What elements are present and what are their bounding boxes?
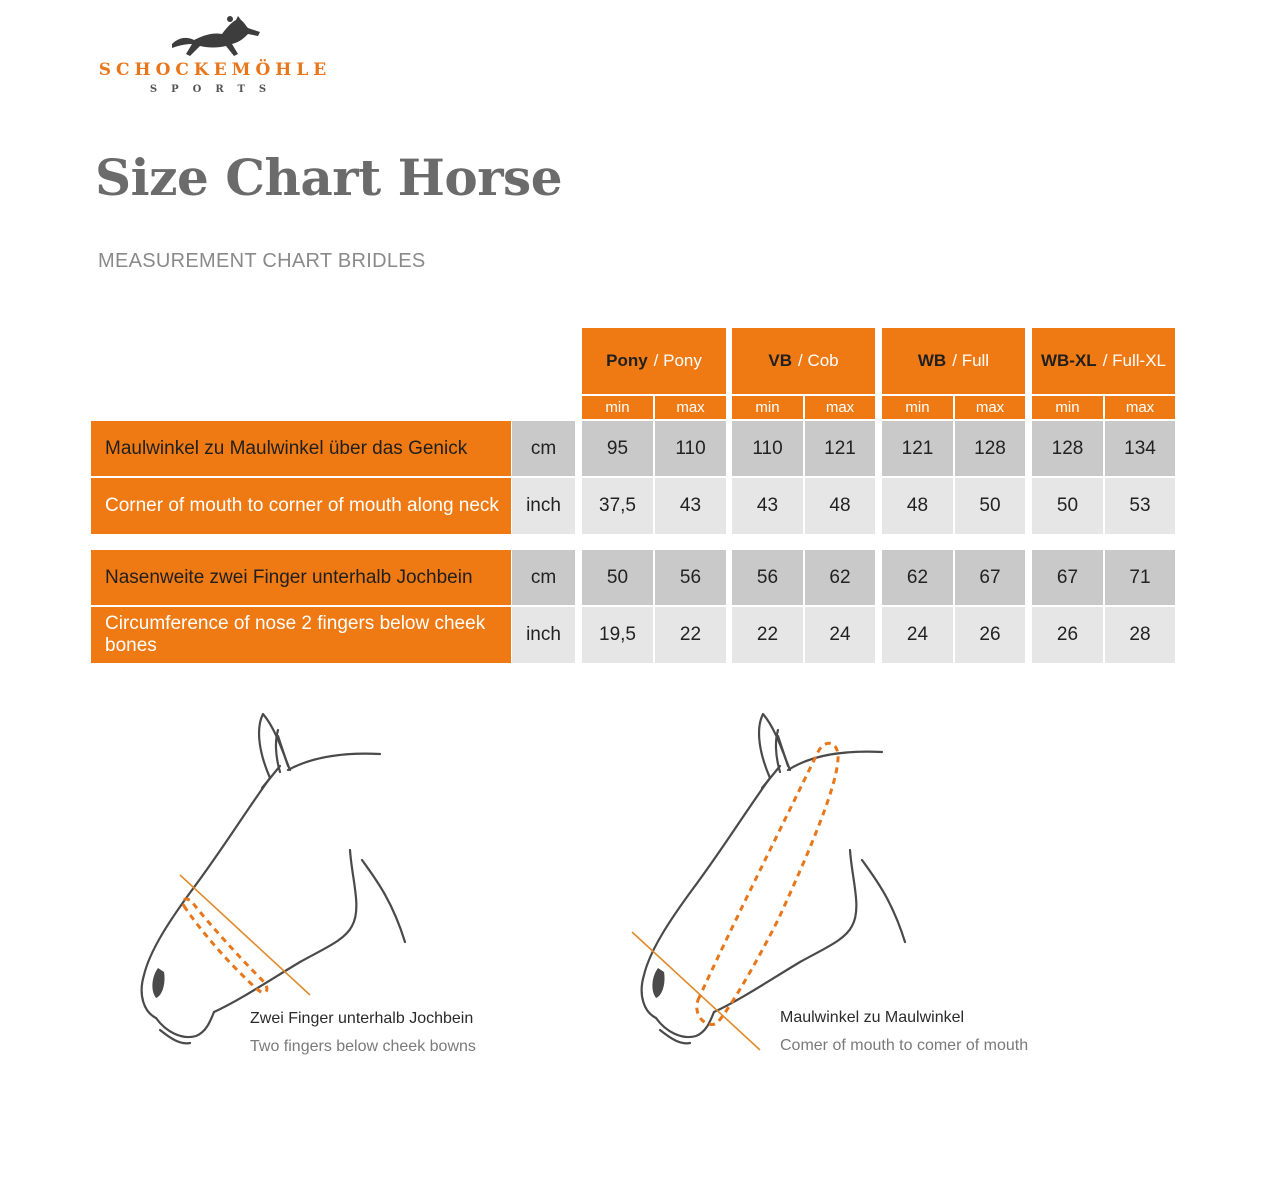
min-label: min (882, 396, 953, 419)
table-cell: 121 (882, 421, 953, 476)
table-cell: 67 (1032, 550, 1103, 605)
table-cell: 43 (732, 478, 803, 534)
brand-name: SCHOCKEMÖHLE (98, 60, 332, 80)
slash: / (952, 351, 957, 370)
max-label: max (1105, 396, 1175, 419)
table-cell: 95 (582, 421, 653, 476)
table-cell: 22 (655, 607, 726, 663)
table-cell: 56 (732, 550, 803, 605)
table-cell: 19,5 (582, 607, 653, 663)
table-cell: 128 (955, 421, 1025, 476)
table-cell: 48 (882, 478, 953, 534)
table-cell: 56 (655, 550, 726, 605)
size-header-wbxl (1032, 328, 1175, 394)
table-cell: 134 (1105, 421, 1175, 476)
row-unit: inch (512, 607, 575, 663)
caption-right-de: Maulwinkel zu Maulwinkel (780, 1009, 965, 1026)
table-cell: 24 (882, 607, 953, 663)
size-en: Cob (807, 351, 839, 370)
caption-left-de: Zwei Finger unterhalb Jochbein (250, 1010, 474, 1027)
size-header-wb (882, 328, 1025, 394)
page-subtitle: MEASUREMENT CHART BRIDLES (98, 250, 426, 272)
brand-sub: SPORTS (149, 84, 281, 95)
max-label: max (955, 396, 1025, 419)
min-label: min (1032, 396, 1103, 419)
horse-head-noseband-illustration (130, 700, 430, 1060)
table-cell: 128 (1032, 421, 1103, 476)
size-de: WB (917, 351, 947, 370)
row-unit: cm (512, 550, 575, 605)
slash: / (797, 351, 803, 370)
table-cell: 48 (805, 478, 875, 534)
row-unit: cm (512, 421, 575, 476)
table-cell: 71 (1105, 550, 1175, 605)
table-cell: 50 (1032, 478, 1103, 534)
horse-rider-logo-icon (168, 14, 268, 60)
row-label: Circumference of nose 2 fingers below cheek bones (91, 607, 511, 663)
slash: / (653, 351, 659, 370)
row-label: Nasenweite zwei Finger unterhalb Jochbein (91, 550, 511, 605)
table-cell: 22 (732, 607, 803, 663)
table-cell: 24 (805, 607, 875, 663)
table-cell: 62 (882, 550, 953, 605)
table-cell: 26 (1032, 607, 1103, 663)
size-en: Pony (663, 351, 702, 370)
size-header-vb (732, 328, 875, 394)
table-cell: 121 (805, 421, 875, 476)
table-cell: 37,5 (582, 478, 653, 534)
size-en: Full-XL (1112, 351, 1167, 370)
max-label: max (655, 396, 726, 419)
table-cell: 53 (1105, 478, 1175, 534)
table-cell: 50 (582, 550, 653, 605)
size-de: WB-XL (1040, 351, 1097, 370)
page-title: Size Chart Horse (95, 148, 562, 207)
size-de: VB (768, 351, 792, 370)
table-cell: 110 (732, 421, 803, 476)
row-unit: inch (512, 478, 575, 534)
size-en: Full (961, 351, 990, 370)
table-cell: 110 (655, 421, 726, 476)
min-label: min (732, 396, 803, 419)
min-label: min (582, 396, 653, 419)
table-cell: 50 (955, 478, 1025, 534)
size-header-pony (582, 328, 726, 394)
table-cell: 43 (655, 478, 726, 534)
table-cell: 26 (955, 607, 1025, 663)
size-de: Pony (606, 351, 648, 370)
caption-left-en: Two fingers below cheek bowns (250, 1038, 476, 1055)
row-label: Corner of mouth to corner of mouth along neck (91, 478, 511, 534)
horse-head-poll-illustration (620, 700, 940, 1060)
row-label: Maulwinkel zu Maulwinkel über das Genick (91, 421, 511, 476)
max-label: max (805, 396, 875, 419)
table-cell: 28 (1105, 607, 1175, 663)
caption-right-en: Comer of mouth to comer of mouth (780, 1037, 1029, 1054)
table-cell: 67 (955, 550, 1025, 605)
slash: / (1102, 351, 1108, 370)
brand-logo (90, 12, 350, 102)
table-cell: 62 (805, 550, 875, 605)
